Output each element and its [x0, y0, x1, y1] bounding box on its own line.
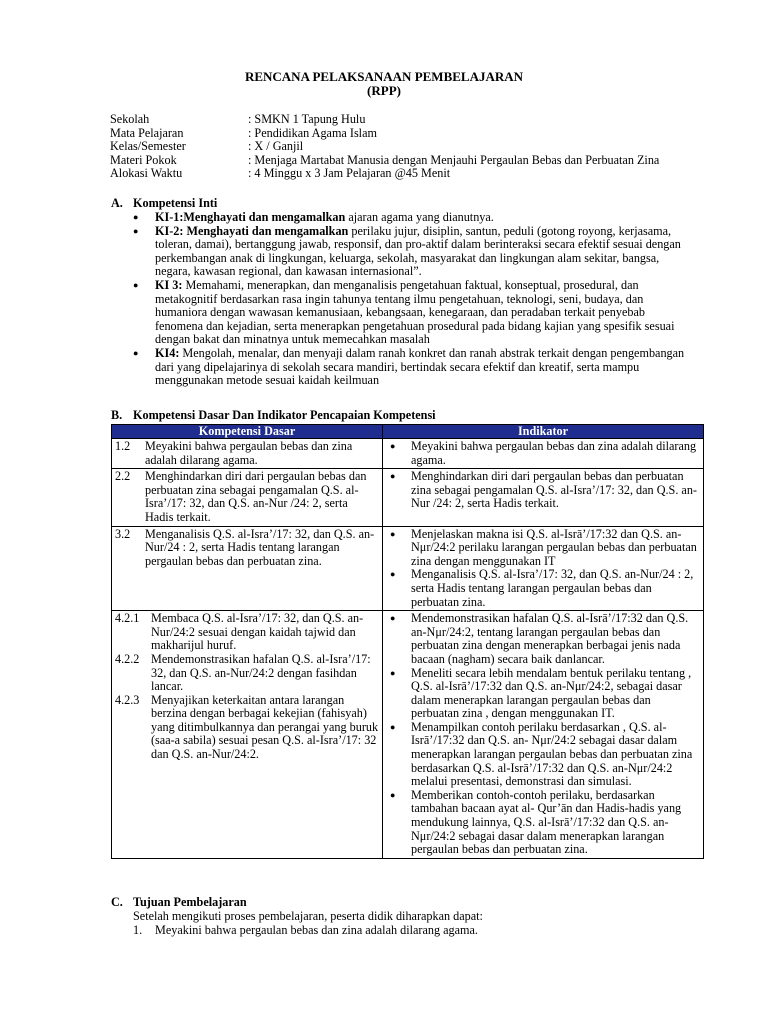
bullet-icon: ●: [133, 347, 139, 358]
objectives-block: [133, 910, 693, 937]
ki-label: KI4:: [155, 345, 180, 360]
identity-block: [110, 113, 659, 181]
bullet-icon: ●: [390, 667, 396, 678]
objectives-intro: Setelah mengikuti proses pembelajaran, peserta didik diharapkan dapat:: [133, 909, 483, 923]
info-row: [110, 167, 659, 181]
section-letter: A.: [111, 196, 123, 210]
kd-cell: [112, 611, 383, 859]
bullet-icon: ●: [133, 225, 139, 236]
info-value: : 4 Minggu x 3 Jam Pelajaran @45 Menit: [248, 166, 451, 181]
indicator-text: Menjelaskan makna isi Q.S. al-Isrā’/17:32 dan Q.S. an-Nμr/24:2 perilaku larangan pergaulan bebas dan perbuatan zina dengan menggunakan IT: [411, 526, 697, 568]
ki-label: KI-2: Menghayati dan mengamalkan: [155, 223, 349, 238]
kd-entry: [115, 612, 379, 653]
indicator-text: Mendemonstrasikan hafalan Q.S. al-Isrā’/17:32 dan Q.S. an-Nμr/24:2, tentang larangan pergaulan bebas dan perbuatan zina dengan menerapkan berbagai jenis nada bacaan (nagham) secara baik danlancar.: [411, 611, 689, 666]
table-row: [112, 469, 704, 526]
section-c-heading: [111, 896, 247, 910]
item-number: 1.: [133, 922, 143, 937]
kd-text: Menghindarkan diri dari pergaulan bebas dan perbuatan zina sebagai pengamalan Q.S. al-Isra’/17: 32, dan Q.S. an-Nur /24: 2, serta Hadis terkait.: [145, 469, 367, 524]
ki-text: perilaku jujur, disiplin, santun, peduli (gotong royong, kerjasama, toleran, damai), bertanggung jawab, responsif, dan pro-aktif dalam berinteraksi secara efektif sesuai dengan perkembangan anak di lingkungan, keluarga, sekolah, masyarakat dan lingkungan alam sekitar, bangsa, negara, kawasan regional, dan kawasan internasional”.: [155, 223, 681, 279]
indicator-cell: [383, 439, 704, 469]
section-a-heading: [111, 197, 217, 211]
info-row: [110, 127, 659, 141]
kd-code: 2.2: [115, 469, 131, 484]
info-value: : X / Ganjil: [248, 139, 304, 154]
kd-text: Menganalisis Q.S. al-Isra’/17: 32, dan Q.S. an-Nur/24 : 2, serta Hadis tentang larangan pergaulan bebas dan perbuatan zina.: [145, 526, 375, 568]
indicator-item: [386, 667, 700, 721]
bullet-icon: ●: [133, 212, 139, 222]
info-row: [110, 113, 659, 127]
bullet-icon: ●: [390, 441, 396, 451]
document-title: RENCANA PELAKSANAAN PEMBELAJARAN: [244, 69, 524, 84]
table-row: [112, 439, 704, 469]
bullet-icon: ●: [390, 569, 396, 580]
indicator-text: Menampilkan contoh perilaku berdasarkan , Q.S. al-Isrā’/17:32 dan Q.S. an- Nμr/24:2 sebagai dasar dalam menerapkan larangan pergaulan bebas dan perbuatan zina berdasarkan Q.S. al-Isrā’/17:32 dan Q.S. an-Nμr/24:2 melalui presentasi, demonstrasi dan simulasi.: [411, 719, 693, 789]
bullet-icon: ●: [390, 471, 396, 482]
column-header-kd: Kompetensi Dasar: [112, 425, 383, 439]
indicator-item: [386, 612, 700, 666]
section-title: Tujuan Pembelajaran: [133, 895, 247, 909]
kd-entry: [115, 528, 379, 569]
table-row: [112, 526, 704, 611]
kd-code: 4.2.1: [115, 611, 140, 626]
document-subtitle: (RPP): [367, 83, 401, 98]
kd-cell: [112, 469, 383, 526]
indicator-cell: [383, 469, 704, 526]
bullet-icon: ●: [390, 613, 396, 624]
indicator-item: [386, 568, 700, 609]
ki-text: Memahami, menerapkan, dan menganalisis pengetahuan faktual, konseptual, prosedural, dan metakognitif berdasarkan rasa ingin tahunya tentang ilmu pengetahuan, teknologi, seni, budaya, dan humaniora dengan wawasan kemanusiaan, kebangsaan, kenegaraan, dan peradaban terkait penyebab fenomena dan kejadian, serta menerapkan pengetahuan prosedural pada bidang kajian yang spesifik sesuai dengan bakat dan minatnya untuk memecahkan masalah: [155, 277, 675, 347]
ki-text: ajaran agama yang dianutnya.: [345, 210, 494, 224]
kd-entry: [115, 653, 379, 694]
kd-code: 1.2: [115, 439, 131, 453]
section-title: Kompetensi Inti: [133, 196, 218, 210]
indicator-item: [386, 440, 700, 467]
indicator-text: Menganalisis Q.S. al-Isra’/17: 32, dan Q.S. an-Nur/24 : 2, serta Hadis tentang larangan pergaulan bebas dan perbuatan zina.: [411, 567, 694, 609]
section-letter: C.: [111, 895, 123, 909]
ki-label: KI-1:Menghayati dan mengamalkan: [155, 210, 346, 224]
indicator-text: Meneliti secara lebih mendalam bentuk perilaku tentang , Q.S. al-Isrā’/17:32 dan Q.S. an-Nμr/24:2, sebagai dasar dalam menerapkan larangan pergaulan bebas dan perbuatan zina , dengan menggunakan IT.: [411, 665, 692, 721]
indicator-item: [386, 470, 700, 511]
info-label: Sekolah: [110, 112, 150, 126]
bullet-icon: ●: [133, 279, 139, 290]
kd-text: Meyakini bahwa pergaulan bebas dan zina adalah dilarang agama.: [145, 439, 353, 467]
kd-entry: [115, 470, 379, 524]
indicator-item: [386, 789, 700, 857]
indicator-text: Memberikan contoh-contoh perilaku, berdasarkan tambahan bacaan ayat al- Qur’ān dan Hadis-hadis yang mendukung lainnya, Q.S. al-Isrā’/17:32 dan Q.S. an-Nμr/24:2 sebagai dasar dalam menerapkan larangan pergaulan bebas dan perbuatan zina.: [411, 787, 682, 857]
ki-list: [133, 211, 693, 388]
ki-label: KI 3:: [155, 277, 183, 292]
kd-text: Membaca Q.S. al-Isra’/17: 32, dan Q.S. an-Nur/24:2 sesuai dengan kaidah tajwid dan makharijul huruf.: [151, 611, 364, 653]
list-item: [133, 924, 693, 938]
indicator-text: Menghindarkan diri dari pergaulan bebas dan perbuatan zina sebagai pengamalan Q.S. al-Isra’/17: 32, dan Q.S. an-Nur /24: 2, serta Hadis terkait.: [411, 469, 697, 511]
item-text: Meyakini bahwa pergaulan bebas dan zina adalah dilarang agama.: [155, 922, 478, 937]
info-value: : Menjaga Martabat Manusia dengan Menjauhi Pergaulan Bebas dan Perbuatan Zina: [248, 152, 660, 167]
bullet-icon: ●: [390, 528, 396, 539]
table-row: [112, 611, 704, 859]
info-value: : Pendidikan Agama Islam: [248, 125, 377, 140]
kd-cell: [112, 526, 383, 611]
ki-text: Mengolah, menalar, dan menyaji dalam ranah konkret dan ranah abstrak terkait dengan pengembangan dari yang dipelajarinya di sekolah secara mandiri, bertindak secara efektif dan kreatif, serta mampu menggunakan metode sesuai kaidah keilmuan: [155, 345, 685, 388]
info-label: Alokasi Waktu: [110, 166, 183, 181]
kd-text: Menyajikan keterkaitan antara larangan berzina dengan berbagai kekejian (fahisyah) yang ditimbulkannya dan perangai yang buruk (saa-a sabila) sesuai pesan Q.S. al-Isra’/17: 32 dan Q.S. an-Nur/24:2.: [151, 692, 379, 762]
bullet-icon: ●: [390, 789, 396, 800]
list-item: [133, 347, 693, 388]
info-value: : SMKN 1 Tapung Hulu: [248, 112, 366, 126]
kd-code: 4.2.3: [115, 692, 140, 707]
bullet-icon: ●: [390, 721, 396, 732]
kd-entry: [115, 694, 379, 762]
indicator-item: [386, 721, 700, 789]
info-label: Kelas/Semester: [110, 139, 186, 154]
kd-entry: [115, 440, 379, 467]
indicator-cell: [383, 611, 704, 859]
section-letter: B.: [111, 408, 123, 422]
competency-table: [111, 424, 704, 859]
indicator-cell: [383, 526, 704, 611]
list-item: [133, 225, 693, 279]
kd-cell: [112, 439, 383, 469]
info-row: [110, 154, 659, 168]
info-label: Materi Pokok: [110, 152, 177, 167]
info-label: Mata Pelajaran: [110, 125, 184, 140]
list-item: [133, 211, 693, 225]
kd-code: 3.2: [115, 526, 131, 541]
list-item: [133, 279, 693, 347]
column-header-indikator: Indikator: [383, 425, 704, 439]
section-title: Kompetensi Dasar Dan Indikator Pencapaian Kompetensi: [133, 408, 436, 422]
indicator-item: [386, 528, 700, 569]
kd-code: 4.2.2: [115, 651, 140, 666]
info-row: [110, 140, 659, 154]
section-b-heading: [111, 409, 436, 423]
table-header-row: [112, 425, 704, 439]
indicator-text: Meyakini bahwa pergaulan bebas dan zina adalah dilarang agama.: [411, 439, 697, 467]
kd-text: Mendemonstrasikan hafalan Q.S. al-Isra’/17: 32, dan Q.S. an-Nur/24:2 dengan fasihdan lancar.: [151, 651, 371, 694]
